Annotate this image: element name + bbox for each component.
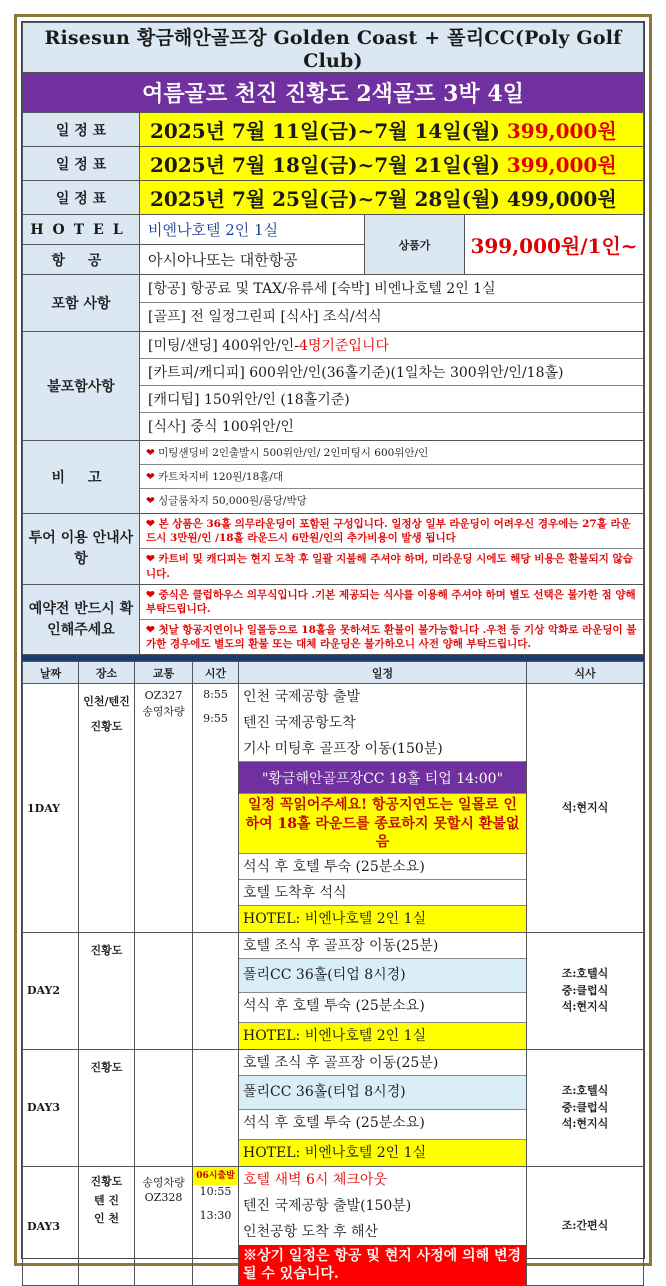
day-label: DAY2 xyxy=(23,932,79,1049)
itinerary-header xyxy=(23,662,644,684)
meal: 조:호텔식 xyxy=(561,1084,609,1098)
excluded-item xyxy=(140,332,643,359)
schedule-price: 499,000원 xyxy=(506,187,617,211)
change-notice: ※상기 일정은 항공 및 현지 사정에 의해 변경될 수 있습니다. xyxy=(239,1245,526,1285)
time: 10:55 xyxy=(199,1184,232,1198)
page-frame xyxy=(14,14,652,1283)
schedule-row-1 xyxy=(23,113,644,147)
itinerary-day-3 xyxy=(23,1049,644,1166)
day-meals xyxy=(527,1166,644,1285)
schedule-row-2 xyxy=(23,147,644,181)
product-price-value: 399,000원/1인~ xyxy=(465,215,644,275)
schedule-dates xyxy=(140,181,644,215)
day-label: 1DAY xyxy=(23,684,79,933)
flight-number: OZ327 xyxy=(144,689,183,703)
header-time: 시간 xyxy=(193,662,239,684)
place: 진황도 xyxy=(90,719,123,733)
meal: 석:현지식 xyxy=(561,1000,609,1014)
excluded-label: 불포함사항 xyxy=(23,332,140,441)
schedule-item: 기사 미팅후 골프장 이동(150분) xyxy=(239,736,526,762)
remarks-row xyxy=(23,441,644,514)
remark-item: ❤ 카트차지비 120원/18홀/대 xyxy=(140,465,643,489)
tour-info-note-text: ❤ 카트비 및 캐디피는 현지 도착 후 일괄 지불해 주셔야 하며, 미라운딩 시에도 해당 비용은 환불되지 않습니다. xyxy=(146,553,633,580)
schedule-item: 인천공항 도착 후 해산 xyxy=(243,1223,379,1240)
subtitle-row xyxy=(23,73,644,113)
place: 진황도 xyxy=(90,1060,123,1074)
day-label: DAY3 xyxy=(23,1049,79,1166)
place: 인 천 xyxy=(93,1212,120,1226)
included-row xyxy=(23,275,644,332)
airline-label: 항 공 xyxy=(23,245,140,275)
header-schedule: 일정 xyxy=(239,662,527,684)
schedule-date-range: 2025년 7월 11일(금)~7월 14일(월) xyxy=(150,119,500,143)
hotel-row xyxy=(23,215,644,245)
booking-info-notes xyxy=(140,584,644,655)
itinerary-table xyxy=(22,661,644,1286)
schedule-item: 석식 후 호텔 투숙 (25분소요) xyxy=(239,1110,526,1140)
included-item: [골프] 전 일정그린피 [식사] 조식/석식 xyxy=(148,309,382,325)
schedule-price: 399,000원 xyxy=(506,153,617,177)
tour-info-row xyxy=(23,514,644,585)
excluded-item-note: 4명기준입니다 xyxy=(298,338,389,354)
booking-info-note-text: ❤ 첫날 항공지연이나 일몰등으로 18홀을 못하셔도 환불이 불가능합니다 .우천 등 기상 악화로 라운딩이 불가한 경우에도 별도의 환불 또는 대체 라운딩은 불가하오니 사전 양해 부탁드립니다. xyxy=(146,624,637,651)
remarks-label: 비 고 xyxy=(23,441,140,514)
meal: 석:현지식 xyxy=(561,800,609,814)
departure-tag: 06시출발 xyxy=(193,1167,238,1185)
day-meals xyxy=(527,684,644,933)
heart-icon: ❤ xyxy=(146,495,155,507)
schedule-item: 텐진 국제공항 출발(150분) xyxy=(243,1197,412,1214)
header-place: 장소 xyxy=(79,662,135,684)
tee-off-banner: "황금해안골프장CC 18홀 티업 14:00" xyxy=(239,762,526,794)
day-schedule xyxy=(239,684,527,933)
hotel-banner: HOTEL: 비엔나호텔 2인 1실 xyxy=(239,1023,526,1049)
time: 8:55 xyxy=(203,688,228,702)
schedule-label: 일 정 표 xyxy=(23,147,140,181)
booking-info-note xyxy=(140,620,643,654)
day-meals xyxy=(527,1049,644,1166)
day-places xyxy=(79,932,135,1049)
hotel-banner: HOTEL: 비엔나호텔 2인 1실 xyxy=(239,1140,526,1166)
itinerary-day-1 xyxy=(23,684,644,933)
booking-info-note xyxy=(140,585,643,620)
schedule-item: 호텔 조식 후 골프장 이동(25분) xyxy=(239,1050,526,1076)
day-transport xyxy=(135,1049,193,1166)
day-places xyxy=(79,1049,135,1166)
transport-mode: 송영차량 xyxy=(142,1175,185,1189)
remark-item: ❤ 미팅샌딩비 2인출발시 500위안/인/ 2인미팅시 600위안/인 xyxy=(140,441,643,465)
meal: 중:클럽식 xyxy=(561,983,609,997)
meal: 중:클럽식 xyxy=(561,1100,609,1114)
page-subtitle: 여름골프 천진 진황도 2색골프 3박 4일 xyxy=(23,73,644,113)
excluded-item: [캐디팁] 150위안/인 (18홀기준) xyxy=(140,386,643,413)
heart-icon: ❤ xyxy=(146,447,155,459)
refund-warning: 일정 꼭읽어주세요! 항공지연도는 일몰로 인하여 18홀 라운드를 종료하지 못할시 환불없음 xyxy=(239,794,526,854)
schedule-dates xyxy=(140,113,644,147)
day-transport xyxy=(135,684,193,933)
tour-info-note xyxy=(140,514,643,549)
heart-icon: ❤ xyxy=(146,471,155,483)
excluded-item: [카트피/캐디피] 600위안/인(36홀기준)(1일차는 300위안/인/18홀) xyxy=(140,359,643,386)
tour-info-note xyxy=(140,549,643,583)
excluded-row xyxy=(23,332,644,441)
time: 13:30 xyxy=(199,1208,232,1222)
place: 인천/텐진 xyxy=(83,695,130,709)
header-meals: 식사 xyxy=(527,662,644,684)
golf-course-banner: 폴리CC 36홀(티업 8시경) xyxy=(239,1076,526,1110)
day-times xyxy=(193,932,239,1049)
schedule-item: 석식 후 호텔 투숙 (25분소요) xyxy=(239,854,526,880)
airline-value: 아시아나또는 대한항공 xyxy=(140,245,365,275)
excluded-item: [식사] 중식 100위안/인 xyxy=(148,419,294,435)
place: 텐 진 xyxy=(93,1193,120,1207)
golf-course-banner: 폴리CC 36홀(티업 8시경) xyxy=(239,959,526,993)
schedule-price: 399,000원 xyxy=(506,119,617,143)
place: 진황도 xyxy=(90,943,123,957)
day-transport xyxy=(135,1166,193,1285)
schedule-date-range: 2025년 7월 25일(금)~7월 28일(월) xyxy=(150,187,500,211)
flight-number: OZ328 xyxy=(144,1191,183,1205)
itinerary-day-2 xyxy=(23,932,644,1049)
day-schedule xyxy=(239,1049,527,1166)
booking-info-label: 예약전 반드시 확인해주세요 xyxy=(23,584,140,655)
schedule-date-range: 2025년 7월 18일(금)~7월 21일(월) xyxy=(150,153,500,177)
day-schedule xyxy=(239,1166,527,1285)
day-times xyxy=(193,1049,239,1166)
summary-table xyxy=(22,22,644,655)
product-price-label: 상품가 xyxy=(365,215,465,275)
day-times xyxy=(193,1166,239,1285)
hotel-value: 비엔나호텔 2인 1실 xyxy=(140,215,365,245)
hotel-banner: HOTEL: 비엔나호텔 2인 1실 xyxy=(239,906,526,932)
itinerary-day-4 xyxy=(23,1166,644,1285)
day-meals xyxy=(527,932,644,1049)
booking-info-note-text: ❤ 중식은 클럽하우스 의무식입니다 .기본 제공되는 식사를 이용해 주셔야 하며 별도 선택은 불가한 점 양해 부탁드립니다. xyxy=(146,588,636,615)
header-date: 날짜 xyxy=(23,662,79,684)
schedule-label: 일 정 표 xyxy=(23,113,140,147)
hotel-label: HOTEL xyxy=(23,215,140,245)
page-title: Risesun 황금해안골프장 Golden Coast + 폴리CC(Poly Golf Club) xyxy=(23,23,644,73)
schedule-label: 일 정 표 xyxy=(23,181,140,215)
schedule-item: 호텔 새벽 6시 체크아웃 xyxy=(243,1171,387,1188)
day-places xyxy=(79,684,135,933)
remarks-items xyxy=(140,441,644,514)
schedule-item: 석식 후 호텔 투숙 (25분소요) xyxy=(239,993,526,1023)
meal: 석:현지식 xyxy=(561,1117,609,1131)
schedule-row-3 xyxy=(23,181,644,215)
day-places xyxy=(79,1166,135,1285)
meal: 조:간편식 xyxy=(561,1218,609,1232)
included-item: [항공] 항공료 및 TAX/유류세 [숙박] 비엔나호텔 2인 1실 xyxy=(140,275,643,303)
booking-info-row xyxy=(23,584,644,655)
day-times xyxy=(193,684,239,933)
page-inner xyxy=(21,21,645,1283)
schedule-dates xyxy=(140,147,644,181)
day-label: DAY3 xyxy=(23,1166,79,1285)
schedule-item: 호텔 도착후 석식 xyxy=(239,880,526,906)
included-items xyxy=(140,275,644,332)
tour-info-label: 투어 이용 안내사항 xyxy=(23,514,140,585)
meal: 조:호텔식 xyxy=(561,967,609,981)
included-label: 포함 사항 xyxy=(23,275,140,332)
excluded-items xyxy=(140,332,644,441)
day-transport xyxy=(135,932,193,1049)
remark-item: ❤ 싱글룸차지 50,000원/룸당/박당 xyxy=(146,495,307,507)
tour-info-notes xyxy=(140,514,644,585)
title-row xyxy=(23,23,644,73)
schedule-item: 호텔 조식 후 골프장 이동(25분) xyxy=(239,933,526,959)
transport-mode: 송영차량 xyxy=(142,704,185,718)
day-schedule xyxy=(239,932,527,1049)
schedule-item: 텐진 국제공항도착 xyxy=(243,715,356,732)
schedule-item: 인천 국제공항 출발 xyxy=(243,689,361,706)
place: 진황도 xyxy=(90,1174,123,1188)
tour-info-note-text: ❤ 본 상품은 36홀 의무라운딩이 포함된 구성입니다. 일정상 일부 라운딩이 어려우신 경우에는 27홀 라운드시 3만원/인 /18홀 라운드시 6만원/인의 추가비용이 발생 됩니다 xyxy=(146,518,631,545)
excluded-item-text: [미팅/샌딩] 400위안/인- xyxy=(148,338,299,354)
time: 9:55 xyxy=(203,712,228,726)
header-transport: 교통 xyxy=(135,662,193,684)
